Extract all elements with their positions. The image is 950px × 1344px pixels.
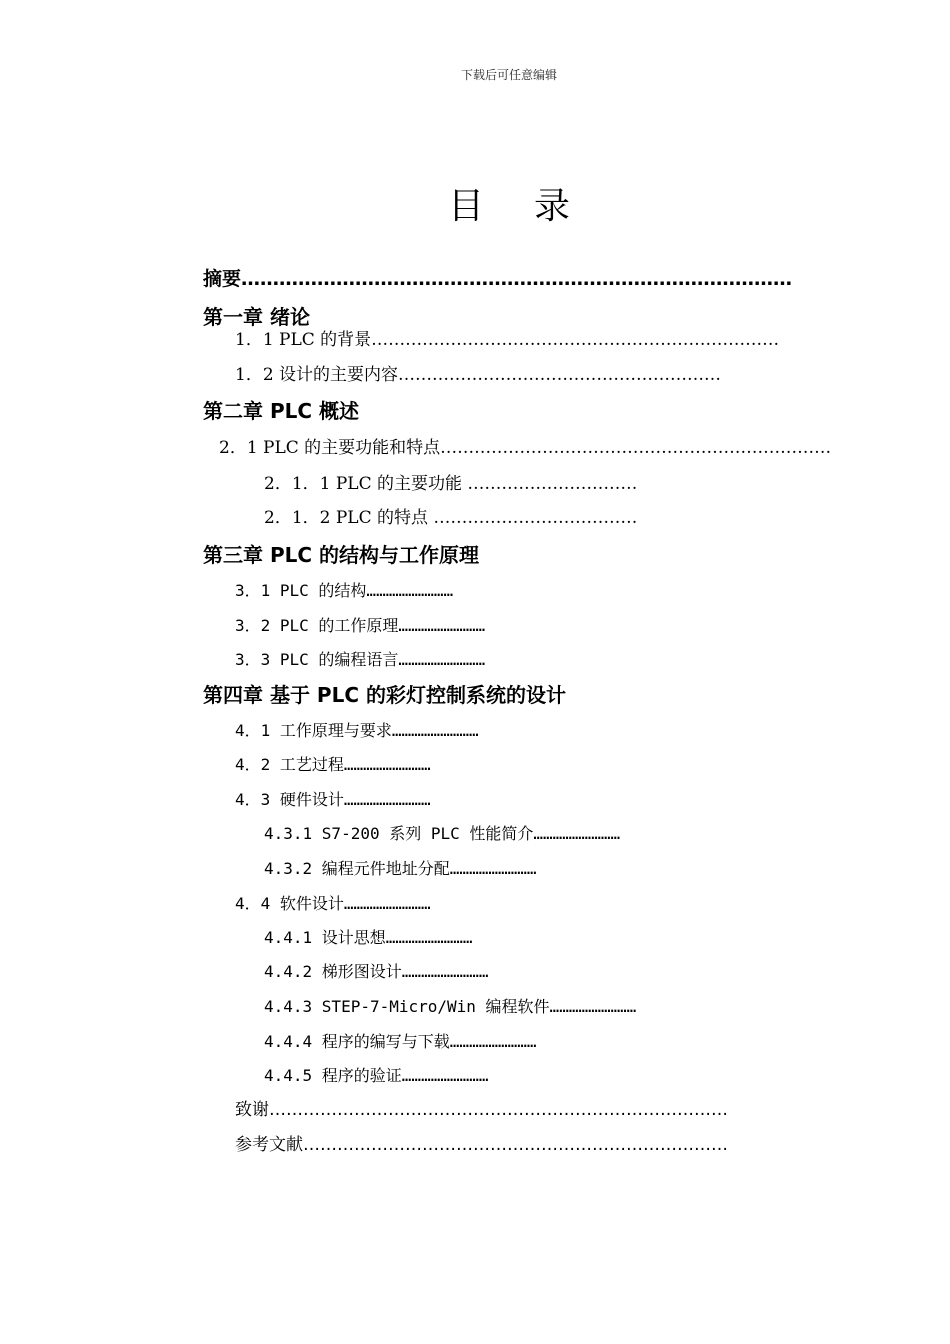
toc-subsection-4-4-5[interactable]: 4.4.5 程序的验证……………………… bbox=[264, 1066, 489, 1085]
toc-entry-references[interactable]: 参考文献………………………………………………………………… bbox=[235, 1135, 728, 1155]
toc-subsection-2-1-2[interactable]: 2．1．2 PLC 的特点 ……………………………… bbox=[264, 508, 638, 528]
toc-subsection-4-4-3[interactable]: 4.4.3 STEP-7-Micro/Win 编程软件……………………… bbox=[264, 997, 637, 1016]
toc-section-4-3[interactable]: 4．3 硬件设计……………………… bbox=[235, 790, 431, 809]
toc-subsection-4-4-2[interactable]: 4.4.2 梯形图设计……………………… bbox=[264, 962, 489, 981]
toc-subsection-4-4-1[interactable]: 4.4.1 设计思想……………………… bbox=[264, 928, 473, 947]
toc-section-3-1[interactable]: 3．1 PLC 的结构……………………… bbox=[235, 581, 454, 600]
toc-subsection-2-1-1[interactable]: 2．1．1 PLC 的主要功能 ………………………… bbox=[264, 474, 638, 494]
toc-section-2-1[interactable]: 2．1 PLC 的主要功能和特点…………………………………………………………… bbox=[219, 438, 832, 458]
toc-section-1-1[interactable]: 1．1 PLC 的背景……………………………………………………………… bbox=[235, 330, 780, 350]
toc-subsection-4-4-4[interactable]: 4.4.4 程序的编写与下载……………………… bbox=[264, 1032, 537, 1051]
toc-section-4-4[interactable]: 4．4 软件设计……………………… bbox=[235, 894, 431, 913]
toc-section-4-2[interactable]: 4．2 工艺过程……………………… bbox=[235, 755, 431, 774]
toc-subsection-4-3-1[interactable]: 4.3.1 S7-200 系列 PLC 性能简介……………………… bbox=[264, 824, 621, 843]
toc-chapter-4[interactable]: 第四章 基于 PLC 的彩灯控制系统的设计 bbox=[203, 683, 566, 707]
toc-chapter-1[interactable]: 第一章 绪论 bbox=[203, 305, 310, 329]
toc-entry-abstract[interactable]: 摘要…………………………………………………………………………… bbox=[203, 268, 793, 290]
page-title: 目录 bbox=[448, 186, 621, 227]
toc-subsection-4-3-2[interactable]: 4.3.2 编程元件地址分配……………………… bbox=[264, 859, 537, 878]
toc-section-1-2[interactable]: 1．2 设计的主要内容………………………………………………… bbox=[235, 365, 722, 385]
toc-section-3-2[interactable]: 3．2 PLC 的工作原理……………………… bbox=[235, 616, 486, 635]
header-note: 下载后可任意编辑 bbox=[460, 68, 557, 82]
toc-section-4-1[interactable]: 4．1 工作原理与要求……………………… bbox=[235, 721, 479, 740]
toc-chapter-2[interactable]: 第二章 PLC 概述 bbox=[203, 399, 360, 423]
toc-section-3-3[interactable]: 3．3 PLC 的编程语言……………………… bbox=[235, 650, 486, 669]
toc-entry-thanks[interactable]: 致谢……………………………………………………………………… bbox=[235, 1100, 728, 1120]
toc-chapter-3[interactable]: 第三章 PLC 的结构与工作原理 bbox=[203, 543, 480, 567]
